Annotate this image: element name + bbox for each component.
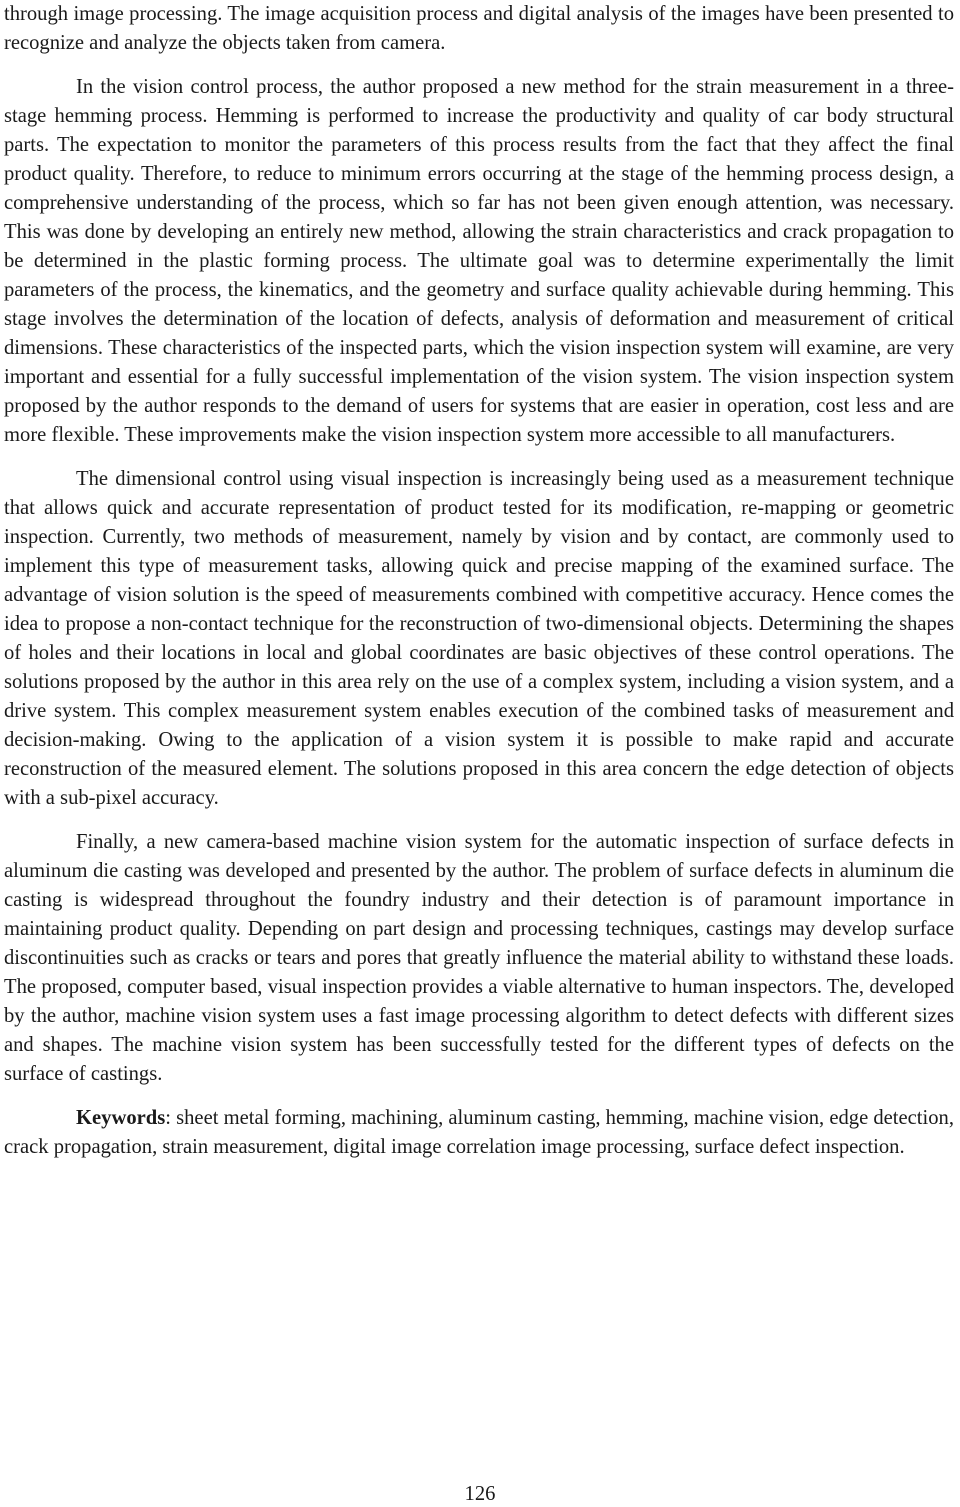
keywords-label: Keywords	[76, 1107, 166, 1129]
page-body	[4, 0, 954, 1162]
paragraph-surface-defects: Finally, a new camera-based machine vision system for the automatic inspection of surface defects in aluminum die casting was developed and presented by the author. The problem of surface defects in aluminum die casting is widespread throughout the foundry industry and their detection is of paramount importance in maintaining product quality. Depending on part design and processing techniques, castings may develop surface discontinuities such as cracks or tears and pores that greatly influence the material ability to withstand these loads. The proposed, computer based, visual inspection provides a viable alternative to human inspectors. The, developed by the author, machine vision system uses a fast image processing algorithm to detect defects with different sizes and shapes. The machine vision system has been successfully tested for the different types of defects on the surface of castings.	[4, 831, 954, 1085]
paragraph-dimensional-control: The dimensional control using visual inspection is increasingly being used as a measurement technique that allows quick and accurate representation of product tested for its modification, re-mapping or geometric inspection. Currently, two methods of measurement, namely by vision and by contact, are commonly used to implement this type of measurement tasks, allowing quick and precise mapping of the examined surface. The advantage of vision solution is the speed of measurements combined with competitive accuracy. Hence comes the idea to propose a non-contact technique for the reconstruction of two-dimensional objects. Determining the shapes of holes and their locations in local and global coordinates are basic objectives of these control operations. The solutions proposed by the author in this area rely on the use of a complex system, including a vision system, and a drive system. This complex measurement system enables execution of the combined tasks of measurement and decision-making. Owing to the application of a vision system it is possible to make rapid and accurate reconstruction of the measured element. The solutions proposed in this area concern the edge detection of objects with a sub-pixel accuracy.	[4, 468, 954, 809]
page-number: 126	[464, 1483, 496, 1505]
keywords-list: : sheet metal forming, machining, aluminum casting, hemming, machine vision, edge detection, crack propagation, strain measurement, digital image correlation image processing, surface defect inspection.	[4, 1107, 954, 1158]
paragraph-continuation: through image processing. The image acquisition process and digital analysis of the images have been presented to recognize and analyze the objects taken from camera.	[4, 3, 954, 54]
keywords-paragraph	[4, 1104, 954, 1162]
paragraph-hemming-vision-control: In the vision control process, the author proposed a new method for the strain measurement in a three-stage hemming process. Hemming is performed to increase the productivity and quality of car body structural parts. The expectation to monitor the parameters of this process results from the fact that they affect the final product quality. Therefore, to reduce to minimum errors occurring at the stage of the hemming process design, a comprehensive understanding of the process, which so far has not been given enough attention, was necessary. This was done by developing an entirely new method, allowing the strain characteristics and crack propagation to be determined in the plastic forming process. The ultimate goal was to determine experimentally the limit parameters of the process, the kinematics, and the geometry and surface quality achievable during hemming. This stage involves the determination of the location of defects, analysis of deformation and measurement of critical dimensions. These characteristics of the inspected parts, which the vision inspection system will examine, are very important and essential for a fully successful implementation of the vision system. The vision inspection system proposed by the author responds to the demand of users for systems that are easier in operation, cost less and are more flexible. These improvements make the vision inspection system more accessible to all manufacturers.	[4, 76, 954, 446]
